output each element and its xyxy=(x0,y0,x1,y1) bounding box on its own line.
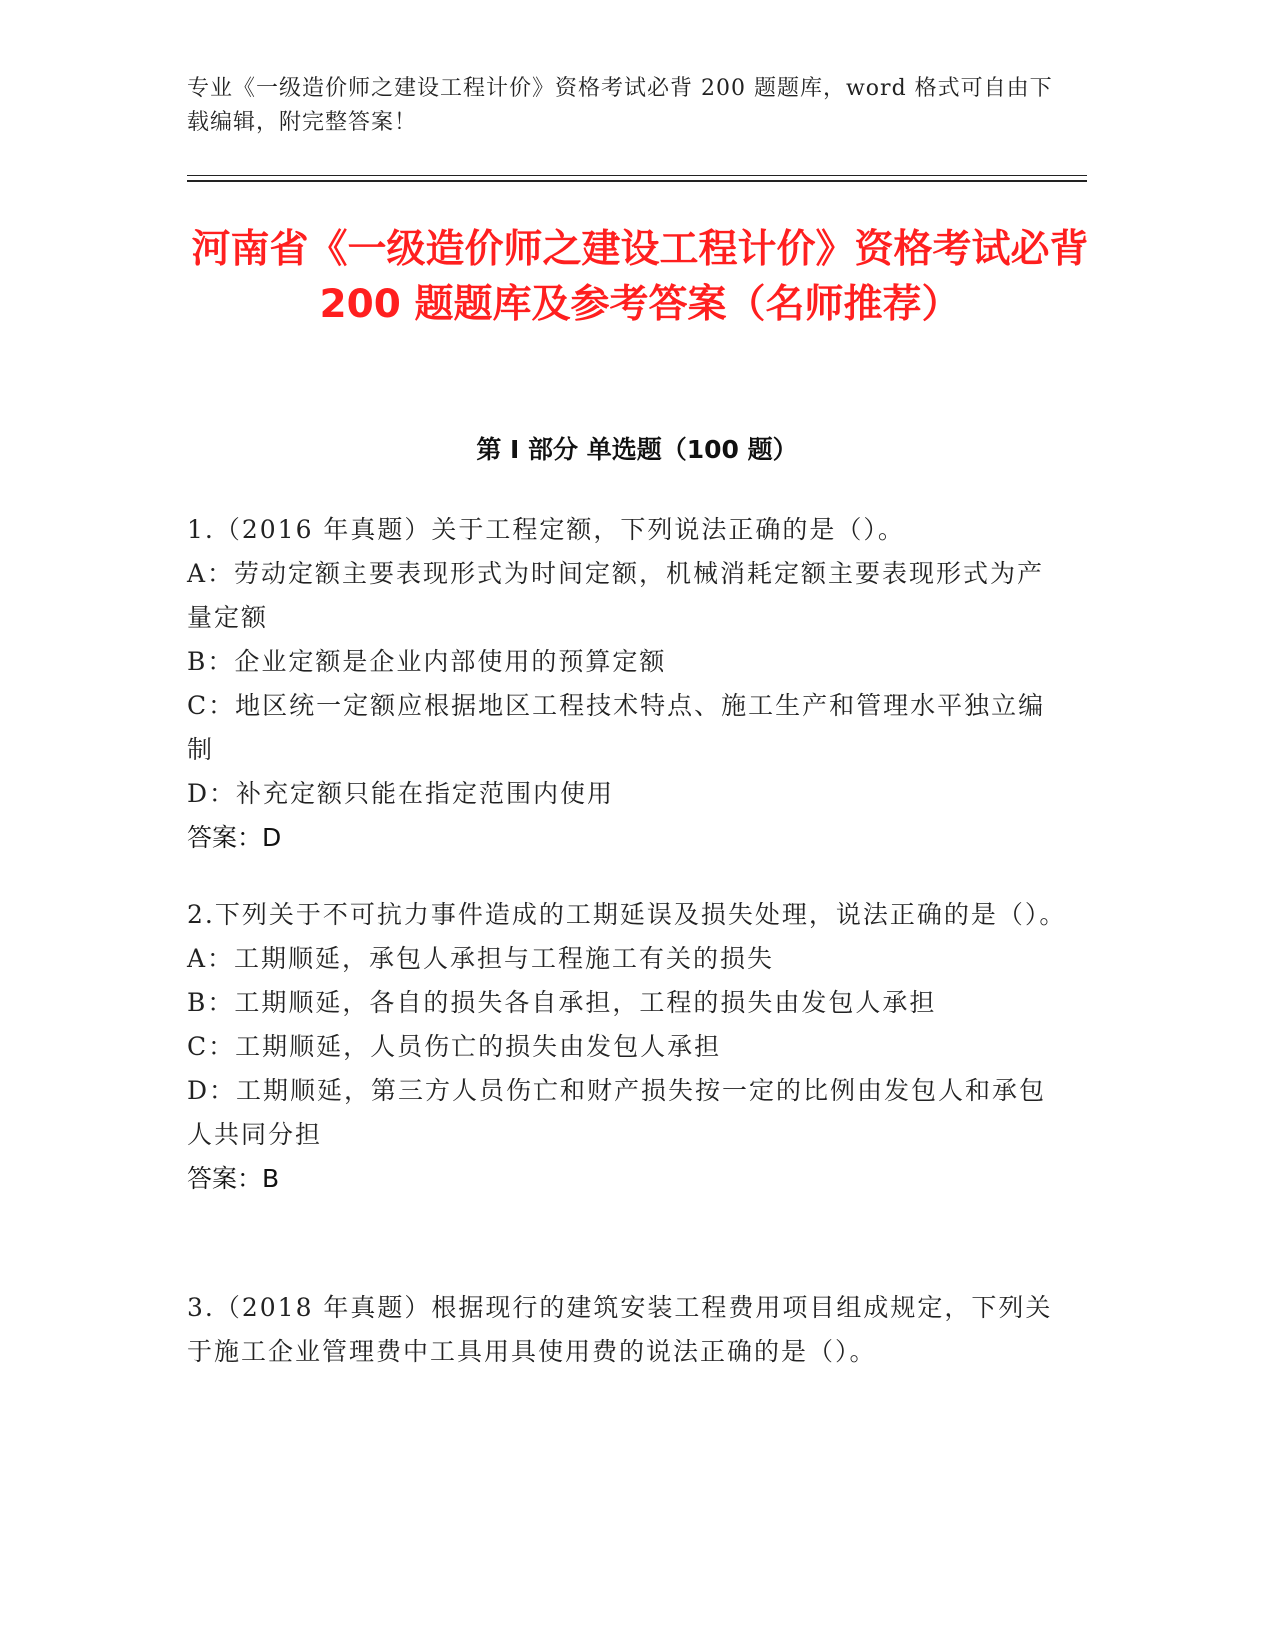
header-note: 专业《一级造价师之建设工程计价》资格考试必背 200 题题库，word 格式可自由下载编辑，附完整答案！ xyxy=(187,76,1053,135)
option-a: A：劳动定额主要表现形式为时间定额，机械消耗定额主要表现形式为产量定额 xyxy=(187,559,1045,632)
option-b: B：工期顺延，各自的损失各自承担，工程的损失由发包人承担 xyxy=(187,988,937,1017)
section-title: 第 I 部分 单选题（100 题） xyxy=(476,435,798,464)
option-a: A：工期顺延，承包人承担与工程施工有关的损失 xyxy=(187,944,775,973)
question-stem: 1.（2016 年真题）关于工程定额，下列说法正确的是（）。 xyxy=(187,515,905,544)
question-stem: 3.（2018 年真题）根据现行的建筑安装工程费用项目组成规定，下列关于施工企业管理费中工具用具使用费的说法正确的是（）。 xyxy=(187,1293,1053,1366)
option-c: C：地区统一定额应根据地区工程技术特点、施工生产和管理水平独立编制 xyxy=(187,691,1046,764)
answer: 答案：B xyxy=(187,1164,280,1193)
option-c: C：工期顺延，人员伤亡的损失由发包人承担 xyxy=(187,1032,722,1061)
question-1 xyxy=(187,508,1067,860)
header-rule-thick xyxy=(187,180,1087,182)
answer: 答案：D xyxy=(187,823,282,852)
question-2 xyxy=(187,893,1067,1201)
question-3 xyxy=(187,1286,1067,1374)
document-title: 河南省《一级造价师之建设工程计价》资格考试必背 200 题题库及参考答案（名师推荐） xyxy=(191,227,1089,327)
option-b: B：企业定额是企业内部使用的预算定额 xyxy=(187,647,667,676)
option-d: D：补充定额只能在指定范围内使用 xyxy=(187,779,615,808)
question-stem: 2.下列关于不可抗力事件造成的工期延误及损失处理，说法正确的是（）。 xyxy=(187,900,1067,929)
option-d: D：工期顺延，第三方人员伤亡和财产损失按一定的比例由发包人和承包人共同分担 xyxy=(187,1076,1047,1149)
header-rule-thin xyxy=(187,175,1087,176)
